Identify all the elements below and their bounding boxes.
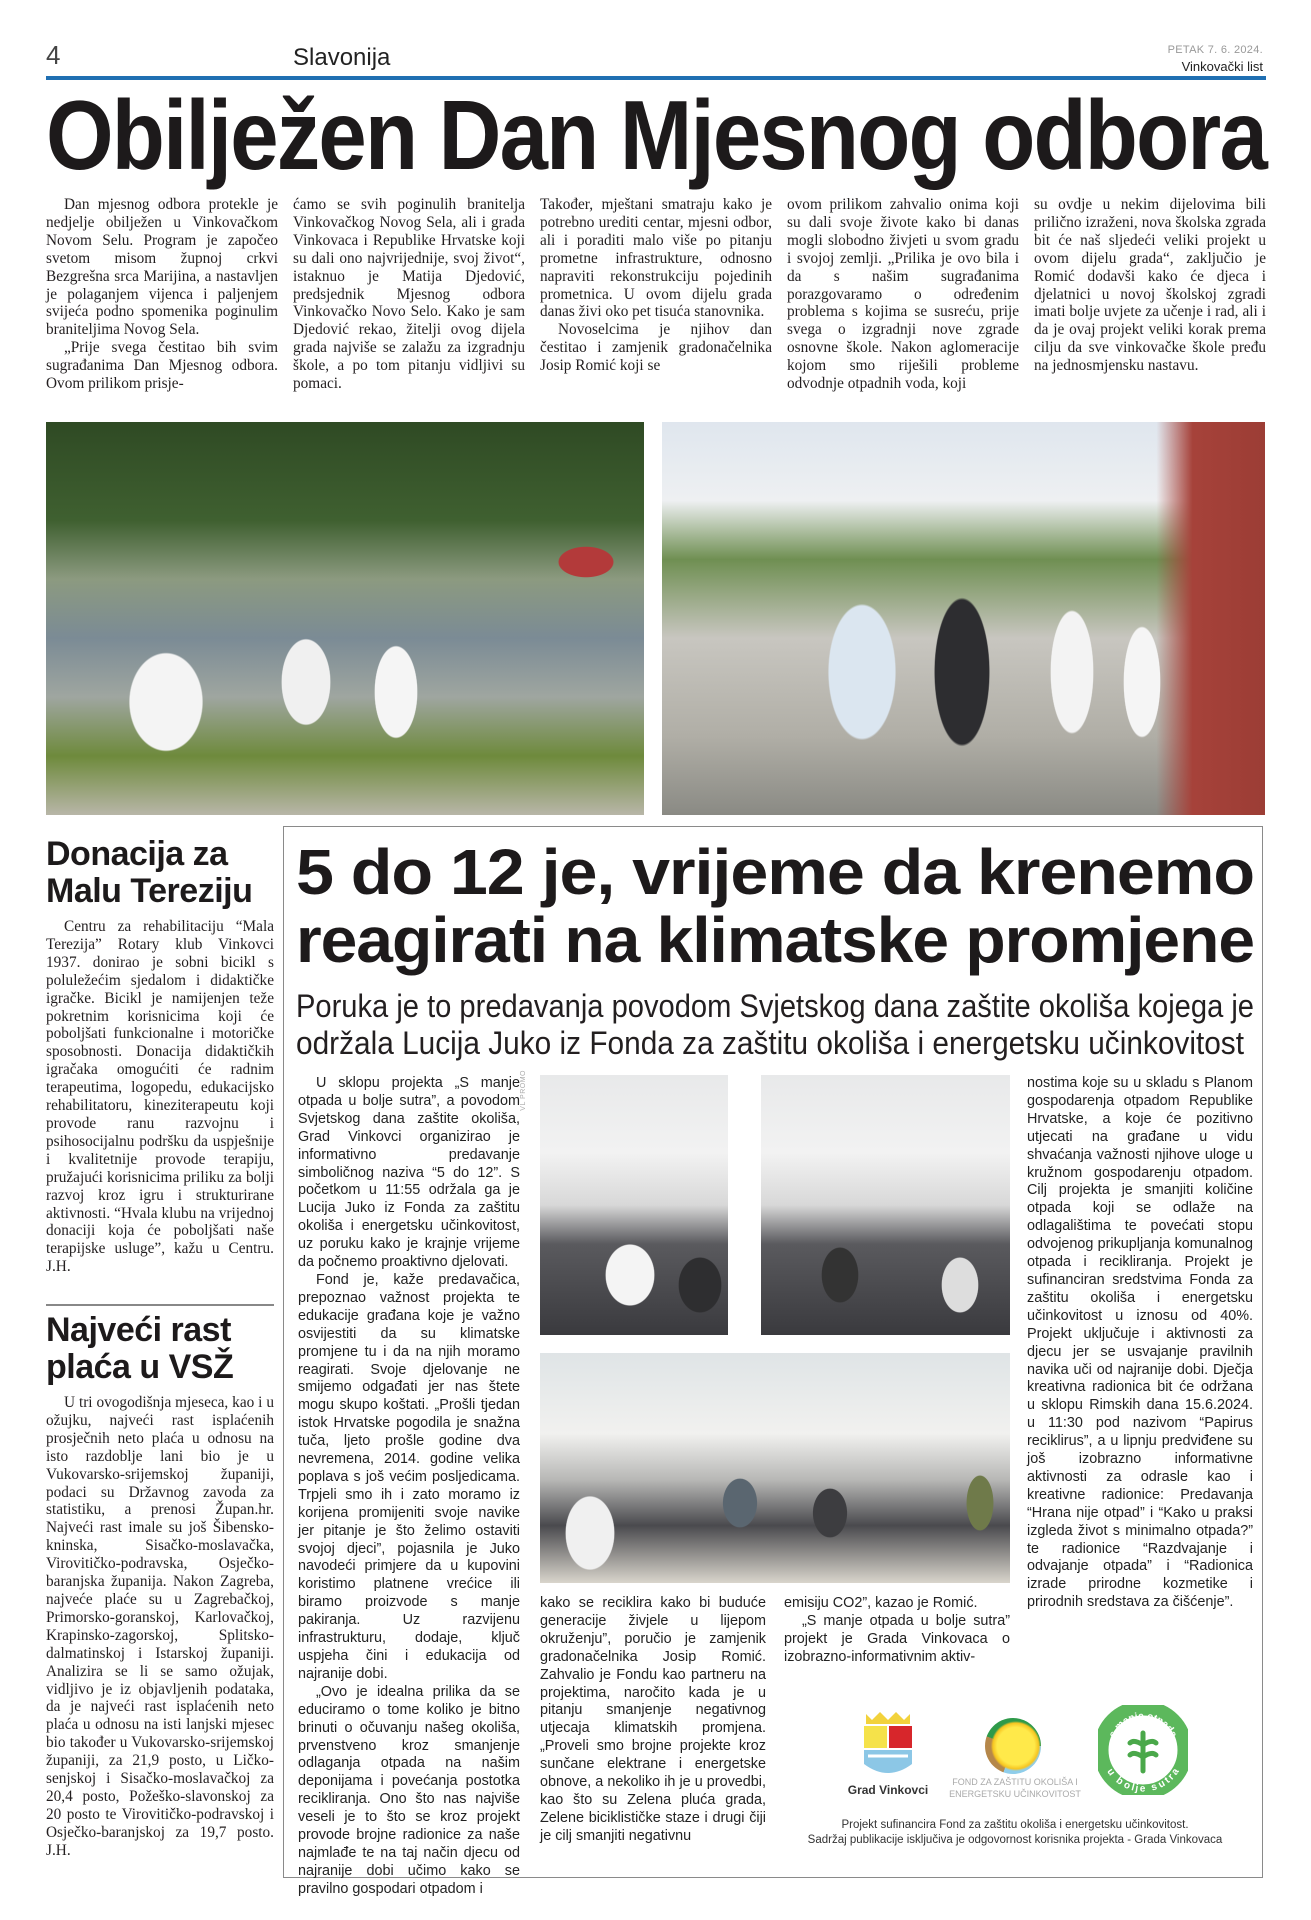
climate-body-column (298, 1075, 520, 1899)
divider (46, 1304, 274, 1306)
page-number: 4 (46, 40, 61, 70)
wages-headline-line: Najveći rast (46, 1311, 231, 1349)
climate-body-column (1027, 1075, 1253, 1612)
top-article-column (540, 196, 772, 375)
climate-subheadline-line: održala Lucija Juko iz Fonda za zaštitu okoliša i energetsku učinkovitost (296, 1025, 1244, 1061)
donation-headline-line: Donacija za (46, 835, 228, 873)
photo-ceremony (662, 422, 1265, 815)
fund-logo-line: ENERGETSKU UČINKOVITOST (949, 1789, 1081, 1799)
paragraph: Centru za rehabilitaciju “Mala Terezija” Rotary klub Vinkovci 1937. donirao je sobni bicikl s poluležećim sjedalom i didaktičke igračke. Bicikl je namijenjen teže pokretnim korisnicima koji će poboljšati funkcionalne i motoričke sposobnosti. Donacija didaktičkih igračaka omogućiti će radnim terapeutima, logopedu, edukacijsko rehabilitatoru, kineziterapeutu koji provode ranu razvojnu i psihosocijalnu podršku da uspješnije i kvalitetnije provode terapiju, pružajući korisnicima priliku za bolji razvoj kroz igru i strukturirane aktivnosti. “Hvala klubu na vrijednoj donaciji koja će poboljšati naše terapijske usluge”, kažu u Centru. J.H. (46, 918, 274, 1276)
climate-headline (296, 836, 1254, 976)
photo-lecture-hall (540, 1075, 1010, 1335)
fund-logo-text (945, 1776, 1085, 1800)
top-article-column (787, 196, 1019, 393)
paragraph: U sklopu projekta „S manje otpada u bolje sutra”, a povodom Svjetskog dana zaštite okoliša, Grad Vinkovci organizirao je informativno predavanje simboličnog naziva “5 do 12”. S početkom u 11:55 održala ga je Lucija Juko iz Fonda za zaštitu okoliša i energetsku učinkovitost, uz poruku kako je krajnje vrijeme da počnemo proaktivno djelovati. (298, 1075, 520, 1271)
issue-date: PETAK 7. 6. 2024. (1167, 44, 1263, 56)
disclaimer-line: Sadržaj publikacije isključiva je odgovornost korisnika projekta - Grada Vinkovaca (807, 1834, 1223, 1846)
paragraph: nostima koje su u skladu s Planom gospodarenja otpadom Republike Hrvatske, a koje će pozitivno utjecati na građane u vidu shvaćanja važnosti njihove uloge u kružnom gospodarenju otpadom. Cilj projekta je smanjiti količine otpada koji se odlaže na odlagalištima te povećati stopu odvojenog prikupljanja komunalnog otpada i recikliranja. Projekt je sufinanciran sredstvima Fonda za zaštitu okoliša i energetsku učinkovitost u iznosu od 40%. Projekt uključuje i aktivnosti za djecu jer se usvajanje pravilnih navika uči od najranije dobi. Dječja kreativna radionica bit će održana u sklopu Rimskih dana 15.6.2024. u 11:30 pod nazivom “Papirus reciklirus”, a u lipnju predviđene su još izobrazno informativne aktivnosti za odrasle kao i kreativne radionice: Predavanja “Hrana nije otpad” i “Kako u praksi izgleda život s minimalno otpada?” te radionice “Razdvajanje i odvajanje otpada” i “Radionica izrade prirodne kozmetike i prirodnih sredstava za čišćenje”. (1027, 1075, 1253, 1611)
photo-workshop-audience (540, 1353, 1010, 1583)
paragraph: U tri ovogodišnja mjeseca, kao i u ožujku, najveći rast isplaćenih prosječnih neto plaća u odnosu na isto razdoblje lani bio je u Vukovarsko-srijemskoj županiji, podaci su Državnog zavoda za statistiku, a prenosi Župan.hr. Najveći rast imale su još Šibensko-kninska, Sisačko-moslavačka, Virovitičko-podravska, Osječko-baranjska županija. Nakon Zagreba, najveće plaće su u Zagrebačkoj, Primorsko-goranskoj, Karlovačkoj, Krapinsko-zagorskoj, Splitsko-dalmatinskoj i Istarskoj županiji. Analizira se li se samo ožujak, vidljivo je iz objavljenih podataka, da je najveći rast isplaćenih neto plaća u odnosu na isti lanjski mjesec bio također u Vukovarsko-srijemskoj županiji, za 21,9 posto, u Ličko-senjskoj i Sisačko-moslavačkoj za 20,4 posto, Požeško-slavonskoj za 20 posto te Virovitičko-podravskoj i Osječko-baranjskoj za 19,7 posto. J.H. (46, 1394, 274, 1859)
paragraph: kako se reciklira kako bi buduće generacije živjele u lijepom okruženju”, poručio je zamjenik gradonačelnika Josip Romić. Zahvalio je Fondu kao partneru na projektima, naročito kada je u pitanju smanjenje negativnog utjecaja klimatskih promjena. „Proveli smo brojne projekte kroz sunčane elektrane i energetske obnove, a nekoliko ih je u provedbi, kao što su Zelena pluća grada, Zelene biciklističke staze i drugi čiji je cilj smanjiti negativnu (540, 1595, 766, 1844)
top-article-column (46, 196, 278, 393)
paragraph: ćamo se svih poginulih branitelja Vinkovačkog Novog Sela, ali i grada Vinkovaca i Republike Hrvatske koji su dali ono najvrijednije, svoj život“, istaknuo je Matija Djedović, predsjednik Mjesnog odbora Vinkovačko Novo Selo. Kako je sam Djedović rekao, žitelji ovog dijela grada najviše se zalažu za izgradnju škole, a po tom pitanju vidljivi su pomaci. (293, 196, 525, 393)
wages-headline-line: plaća u VSŽ (46, 1348, 234, 1386)
climate-body-column (784, 1595, 1010, 1667)
wages-headline (46, 1312, 276, 1386)
paragraph: su ovdje u nekim dijelovima bili prilično izraženi, nova školska zgrada bit će naš sljedeći veliki projekt u ovom dijelu grada“, zaključio je Romić dodavši kako će djeca i djelatnici u novoj školskoj zgradi imati bolje uvjete za učenje i rad, ali i da je ovaj projekt veliki korak prema cilju da sve vinkovačke škole pređu na jednosmjensku nastavu. (1034, 196, 1266, 375)
donation-body (46, 918, 274, 1276)
top-article-column (1034, 196, 1266, 375)
paragraph: Dan mjesnog odbora protekle je nedjelje obilježen u Vinkovačkom Novom Selu. Program je započeo svetom misom župnoj crkvi Bezgrešna srca Marijina, a nastavljen je polaganjem vijenca i paljenjem svijeća podno spomenika poginulim braniteljima Novog Sela. (46, 196, 278, 339)
donation-headline (46, 836, 276, 910)
climate-headline-line: 5 do 12 je, vrijeme da krenemo (296, 836, 1254, 908)
project-logo-bottom-text: u bolje sutra (1104, 1766, 1182, 1795)
section-name: Slavonija (293, 44, 391, 71)
climate-body-column (540, 1595, 766, 1846)
paragraph: „S manje otpada u bolje sutra” projekt je Grada Vinkovaca o izobrazno-informativnim aktiv- (784, 1612, 1010, 1665)
main-headline-text: Obilježen Dan Mjesnog odbora (46, 80, 1266, 190)
disclaimer-line: Projekt sufinancira Fond za zaštitu okoliša i energetsku učinkovitost. (841, 1819, 1189, 1831)
climate-headline-line: reagirati na klimatske promjene (296, 904, 1254, 976)
project-logo-icon (1098, 1705, 1188, 1795)
donation-headline-line: Malu Tereziju (46, 872, 253, 910)
wages-body (46, 1394, 274, 1860)
climate-subheadline-line: Poruka je to predavanja povodom Svjetskog dana zaštite okoliša kojega je (296, 988, 1254, 1024)
paragraph: „Ovo je idealna prilika da se educiramo o tome koliko je bitno brinuti o očuvanju našeg okoliša, prvenstveno kroz smanjenje odlaganja otpada na našim deponijama i povećanja postotka recikliranja. Ono što nas najviše veseli je to što se kroz projekt provode brojne radionice za naše najmlađe te na taj način djecu od najranije dobi učimo kako se pravilno gospodari otpadom i (298, 1683, 520, 1897)
photo-procession (46, 422, 644, 815)
project-logo-top-text: s manje otpada (1107, 1710, 1179, 1740)
paragraph: emisiju CO2”, kazao je Romić. (784, 1595, 978, 1611)
main-headline (46, 80, 1311, 190)
fund-logo-icon (985, 1718, 1041, 1774)
top-article-column (293, 196, 525, 393)
paragraph: Fond je, kaže predavačica, prepoznao važnost projekta te edukacije građana koje je važno osvijestiti da su klimatske promjene tu i da na njih moramo reagirati. Svoje djelovanje ne smijemo odgađati jer nas štete mogu skupo koštati. „Prošli tjedan istok Hrvatske pogodila je snažna tuča, ljeto prošle godine dva nevremena, 2014. godine velika poplava s još većim posljedicama. Trpjeli smo ih i zato moramo iz korijena promijeniti svoje navike jer pitanje je što želimo ostaviti svojoj djeci”, pojasnila je Juko navodeći primjere da u kupovini koristimo platnene vrećice ili biramo proizvode s manje pakiranja. Uz razvijenu infrastrukturu, dodaje, ključ uspjeha čini i edukacija od najranije dobi. (298, 1271, 520, 1682)
funding-disclaimer (780, 1818, 1250, 1848)
publication-name: Vinkovački list (1181, 59, 1263, 74)
paragraph: ovom prilikom zahvalio onima koji su dali svoje živote kako bi danas mogli slobodno živjeti u svom gradu i svojoj zemlji. „Prilika je ovo bila i da s našim sugrađanima porazgovaramo o određenim problema s kojima se susreću, prije svega o izgradnji nove zgrade osnovne škole. Nakon aglomeracije kojom smo riješili probleme odvodnje otpadnih voda, koji (787, 196, 1019, 393)
photo-credit: VL PROMO (520, 1070, 527, 1111)
fund-logo-line: FOND ZA ZAŠTITU OKOLIŠA I (952, 1777, 1078, 1787)
grad-vinkovci-label: Grad Vinkovci (847, 1783, 929, 1797)
grad-vinkovci-coat-of-arms-icon (858, 1710, 918, 1780)
paragraph: Novoselcima je njihov dan čestitao i zamjenik gradonačelnika Josip Romić koji se (540, 321, 772, 375)
paragraph: Također, mještani smatraju kako je potrebno urediti centar, mjesni odbor, ali i poraditi malo više po pitanju prometne infrastrukture, odnosno napraviti rekonstrukciju pojedinih prometnica. U ovom dijelu grada danas živi oko pet tisuća stanovnika. (540, 196, 772, 321)
paragraph: „Prije svega čestitao bih svim sugrađanima Dan Mjesnog odbora. Ovom prilikom prisje- (46, 339, 278, 393)
climate-subheadline (296, 988, 1311, 1062)
